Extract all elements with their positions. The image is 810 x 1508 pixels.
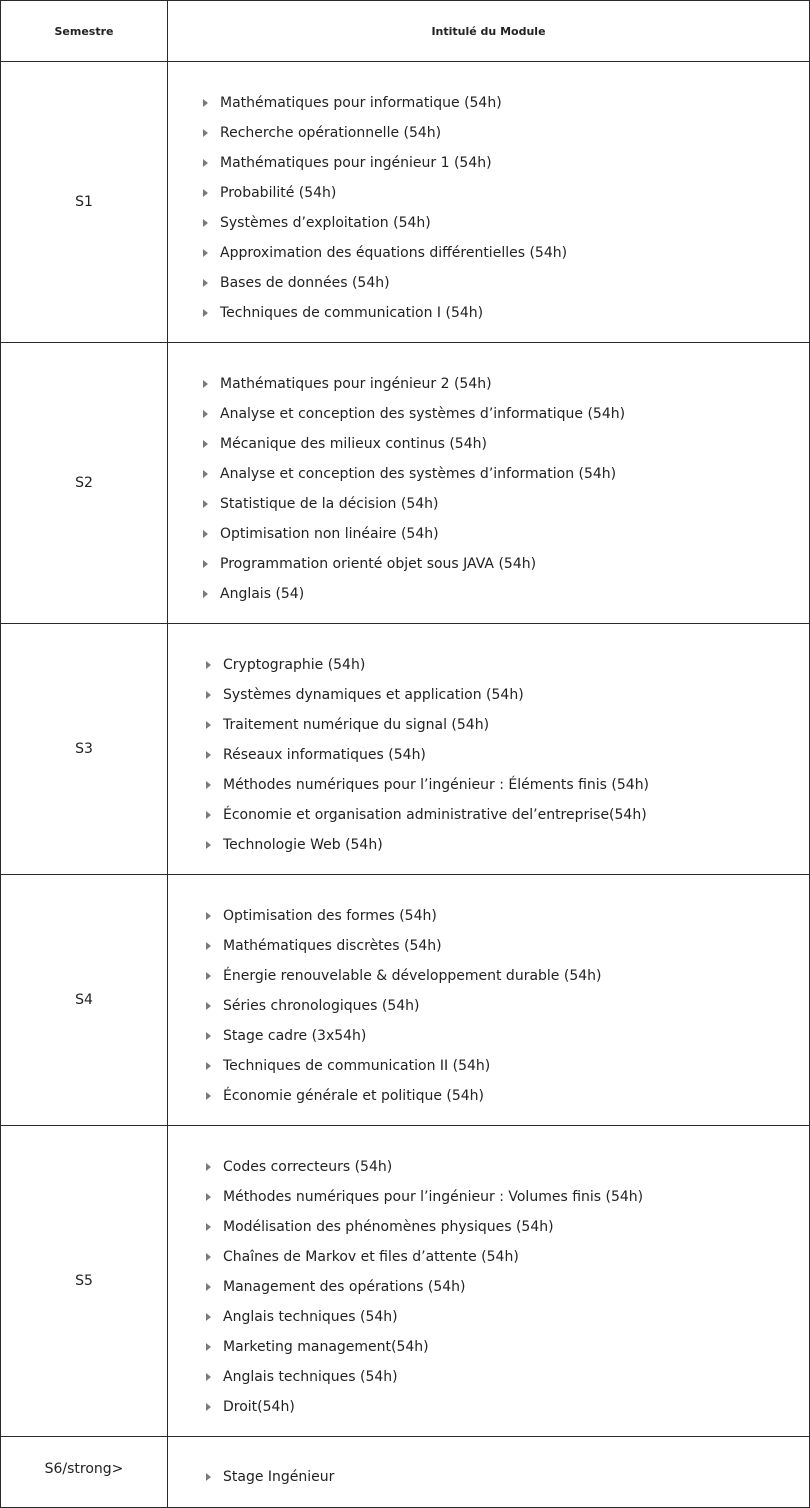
caret-right-icon [206,1343,211,1351]
modules-cell [168,1126,810,1437]
caret-right-icon [206,912,211,920]
list-item: Stage cadre (3x54h) [168,1021,809,1051]
caret-right-icon [203,159,208,167]
list-item: Approximation des équations différentielles (54h) [168,238,809,268]
caret-right-icon [206,1473,211,1481]
module-list [168,62,809,328]
list-item: Techniques de communication II (54h) [168,1051,809,1081]
caret-right-icon [203,410,208,418]
list-item: Stage Ingénieur [168,1462,809,1492]
list-item: Mathématiques pour ingénieur 1 (54h) [168,148,809,178]
modules-cell [168,343,810,624]
module-list [168,1126,809,1422]
caret-right-icon [206,781,211,789]
list-item: Modélisation des phénomènes physiques (54h) [168,1212,809,1242]
caret-right-icon [206,691,211,699]
caret-right-icon [203,470,208,478]
caret-right-icon [206,841,211,849]
list-item: Recherche opérationnelle (54h) [168,118,809,148]
module-list [168,624,809,860]
list-item: Analyse et conception des systèmes d’informatique (54h) [168,399,809,429]
table-row [1,624,810,875]
header-row [1,1,810,62]
table-row [1,875,810,1126]
list-item: Mécanique des milieux continus (54h) [168,429,809,459]
caret-right-icon [203,380,208,388]
list-item: Méthodes numériques pour l’ingénieur : Éléments finis (54h) [168,770,809,800]
caret-right-icon [203,530,208,538]
caret-right-icon [203,189,208,197]
list-item: Réseaux informatiques (54h) [168,740,809,770]
list-item: Mathématiques discrètes (54h) [168,931,809,961]
list-item: Optimisation non linéaire (54h) [168,519,809,549]
list-item: Mathématiques pour ingénieur 2 (54h) [168,369,809,399]
caret-right-icon [206,721,211,729]
semester-cell: S2 [1,343,168,624]
list-item: Probabilité (54h) [168,178,809,208]
table-row [1,62,810,343]
list-item: Techniques de communication I (54h) [168,298,809,328]
caret-right-icon [203,560,208,568]
list-item: Économie et organisation administrative del’entreprise(54h) [168,800,809,830]
caret-right-icon [203,279,208,287]
caret-right-icon [206,1253,211,1261]
semester-cell: S1 [1,62,168,343]
table-row [1,343,810,624]
caret-right-icon [203,219,208,227]
module-list [168,875,809,1111]
caret-right-icon [206,811,211,819]
list-item: Optimisation des formes (54h) [168,901,809,931]
modules-cell [168,62,810,343]
caret-right-icon [203,309,208,317]
caret-right-icon [206,972,211,980]
semester-cell: S6/strong> [1,1437,168,1508]
semester-cell: S3 [1,624,168,875]
caret-right-icon [203,249,208,257]
list-item: Mathématiques pour informatique (54h) [168,88,809,118]
caret-right-icon [203,590,208,598]
list-item: Programmation orienté objet sous JAVA (54h) [168,549,809,579]
list-item: Méthodes numériques pour l’ingénieur : Volumes finis (54h) [168,1182,809,1212]
caret-right-icon [206,1313,211,1321]
caret-right-icon [206,1032,211,1040]
caret-right-icon [206,661,211,669]
list-item: Droit(54h) [168,1392,809,1422]
list-item: Cryptographie (54h) [168,650,809,680]
semester-cell: S5 [1,1126,168,1437]
caret-right-icon [203,129,208,137]
caret-right-icon [206,751,211,759]
caret-right-icon [206,1373,211,1381]
caret-right-icon [206,942,211,950]
caret-right-icon [203,440,208,448]
list-item: Systèmes dynamiques et application (54h) [168,680,809,710]
modules-cell [168,624,810,875]
list-item: Analyse et conception des systèmes d’information (54h) [168,459,809,489]
list-item: Anglais (54) [168,579,809,609]
list-item: Chaînes de Markov et files d’attente (54h) [168,1242,809,1272]
modules-cell [168,875,810,1126]
list-item: Anglais techniques (54h) [168,1302,809,1332]
list-item: Bases de données (54h) [168,268,809,298]
caret-right-icon [206,1092,211,1100]
caret-right-icon [206,1062,211,1070]
header-intitule-module: Intitulé du Module [168,1,810,62]
list-item: Marketing management(54h) [168,1332,809,1362]
caret-right-icon [206,1223,211,1231]
list-item: Traitement numérique du signal (54h) [168,710,809,740]
table-row [1,1437,810,1508]
list-item: Codes correcteurs (54h) [168,1152,809,1182]
list-item: Anglais techniques (54h) [168,1362,809,1392]
list-item: Systèmes d’exploitation (54h) [168,208,809,238]
caret-right-icon [206,1403,211,1411]
caret-right-icon [206,1283,211,1291]
modules-cell [168,1437,810,1508]
list-item: Statistique de la décision (54h) [168,489,809,519]
header-semestre: Semestre [1,1,168,62]
module-list [168,343,809,609]
list-item: Technologie Web (54h) [168,830,809,860]
caret-right-icon [206,1193,211,1201]
list-item: Économie générale et politique (54h) [168,1081,809,1111]
list-item: Énergie renouvelable & développement durable (54h) [168,961,809,991]
table-row [1,1126,810,1437]
module-list [168,1437,809,1492]
list-item: Séries chronologiques (54h) [168,991,809,1021]
caret-right-icon [206,1163,211,1171]
caret-right-icon [206,1002,211,1010]
list-item: Management des opérations (54h) [168,1272,809,1302]
semester-cell: S4 [1,875,168,1126]
caret-right-icon [203,500,208,508]
caret-right-icon [203,99,208,107]
